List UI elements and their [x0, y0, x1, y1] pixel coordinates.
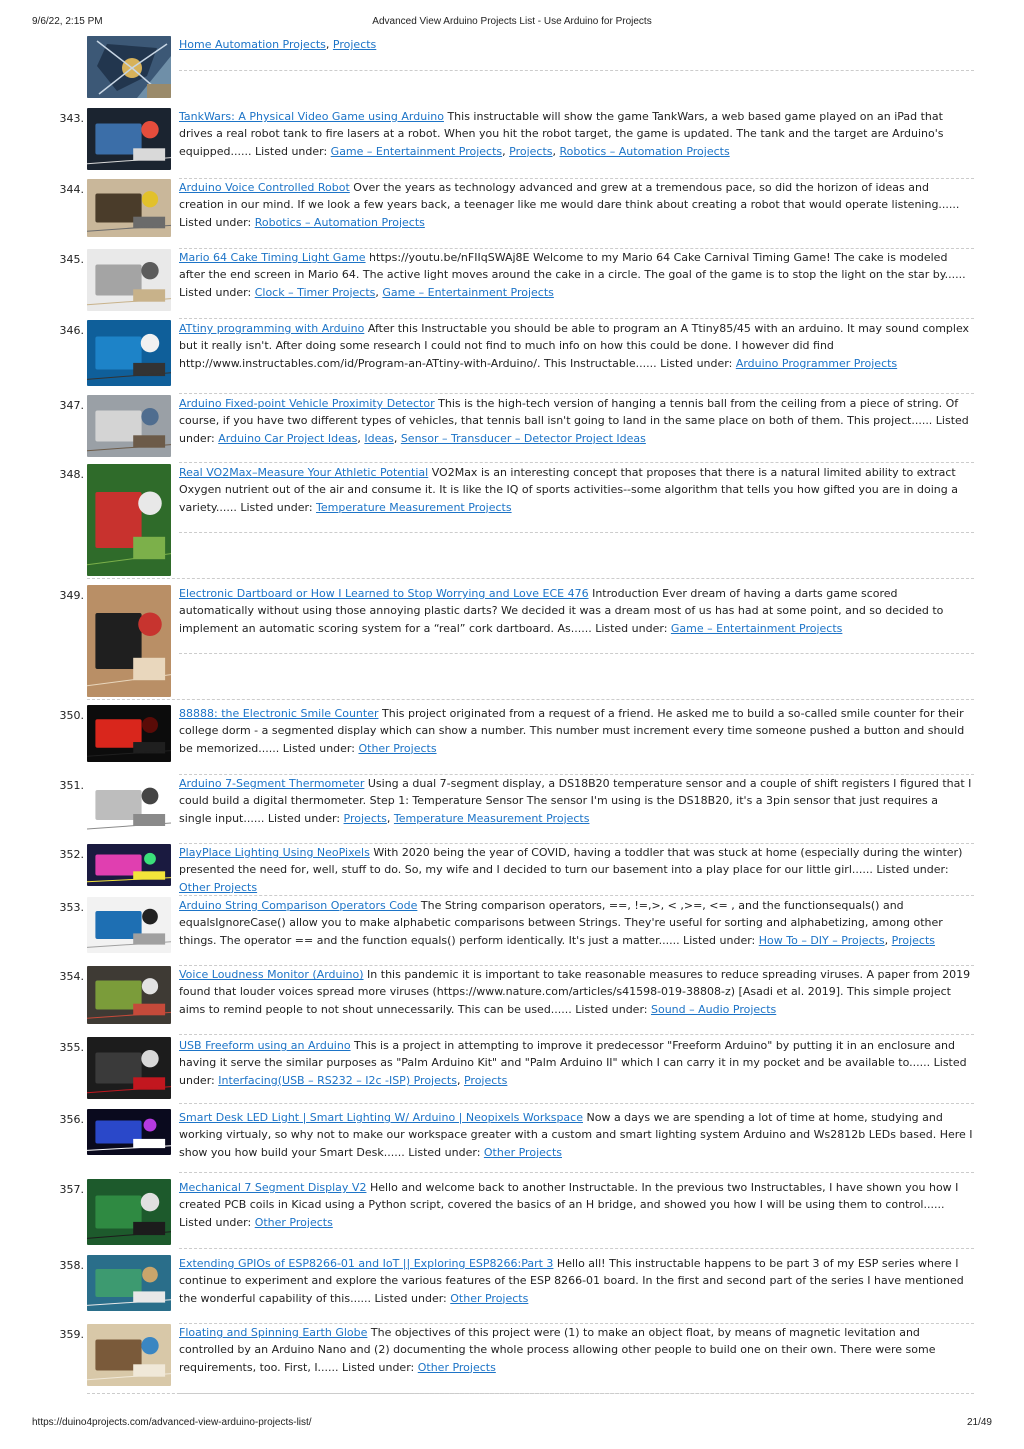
- item-number: 347.: [59, 399, 84, 412]
- category-link[interactable]: Game – Entertainment Projects: [330, 144, 503, 158]
- project-title-link[interactable]: Electronic Dartboard or How I Learned to Stop Worrying and Love ECE 476: [179, 587, 589, 600]
- item-number: 353.: [59, 901, 84, 914]
- project-thumbnail[interactable]: [87, 320, 171, 386]
- project-thumbnail[interactable]: [87, 585, 171, 697]
- category-link[interactable]: Other Projects: [358, 741, 437, 755]
- project-thumbnail[interactable]: [87, 966, 171, 1024]
- category-separator: ,: [325, 38, 330, 51]
- project-title-link[interactable]: Arduino Voice Controlled Robot: [179, 181, 350, 194]
- project-title-link[interactable]: Arduino Fixed-point Vehicle Proximity Detector: [179, 397, 435, 410]
- item-description-block: [179, 1255, 974, 1307]
- project-thumbnail[interactable]: [87, 897, 171, 953]
- project-thumbnail[interactable]: [87, 1255, 171, 1311]
- project-description: https://youtu.be/nFIIqSWAj8E Welcome to my Mario 64 Cake Carnival Timing Game! The cake is modeled after the end screen in Mario 64. The active light moves around the cake in a circle. The goal of the game is to stop the light on the star by...... Listed under:: [179, 251, 966, 299]
- item-number: 351.: [59, 779, 84, 792]
- item-description-block: [179, 179, 974, 231]
- project-title-link[interactable]: USB Freeform using an Arduino: [179, 1039, 351, 1052]
- item-description-block: [179, 1109, 974, 1161]
- project-description: The objectives of this project were (1) to make an object float, by means of magnetic levitation and controlled by an Arduino Nano and (2) documenting the whole process allowing other people to build one on their own. There were some requirements, too. First, I...... Listed under:: [179, 1326, 936, 1374]
- item-description-block: [179, 108, 974, 160]
- divider: [87, 578, 974, 579]
- item-number: 350.: [59, 709, 84, 722]
- category-link[interactable]: Projects: [463, 1073, 508, 1087]
- divider: [179, 653, 974, 654]
- project-title-link[interactable]: Arduino 7-Segment Thermometer: [179, 777, 365, 790]
- project-title-link[interactable]: Extending GPIOs of ESP8266-01 and IoT || Exploring ESP8266:Part 3: [179, 1257, 554, 1270]
- category-separator: ,: [386, 811, 394, 825]
- divider: [179, 1248, 974, 1249]
- print-title: Advanced View Arduino Projects List - Use Arduino for Projects: [372, 16, 652, 27]
- project-description: This is the high-tech version of hanging a tennis ball from the ceiling from a piece of string. Of course, if you have two different types of vehicles, that tennis ball isn't going to land in the same place on both of them. This project...... Listed under:: [179, 397, 969, 445]
- project-title-link[interactable]: TankWars: A Physical Video Game using Arduino: [179, 110, 444, 123]
- category-link[interactable]: Temperature Measurement Projects: [316, 500, 512, 514]
- print-url: https://duino4projects.com/advanced-view-arduino-projects-list/: [32, 1417, 312, 1428]
- project-thumbnail[interactable]: [87, 395, 171, 457]
- project-thumbnail[interactable]: [87, 1109, 171, 1155]
- item-number: 358.: [59, 1259, 84, 1272]
- divider: [179, 393, 974, 394]
- project-thumbnail[interactable]: [87, 108, 171, 170]
- project-title-link[interactable]: Mario 64 Cake Timing Light Game: [179, 251, 366, 264]
- item-number: 344.: [59, 183, 84, 196]
- category-separator: ,: [552, 144, 560, 158]
- item-number: 348.: [59, 468, 84, 481]
- item-number: 356.: [59, 1113, 84, 1126]
- project-description: Hello all! This instructable happens to be part 3 of my ESP series where I continue to experiment and explore the various features of the ESP 8266-01 board. In the first and second part of the series I have mentioned the wonderful capability of this...... Listed under:: [179, 1257, 964, 1305]
- divider: [179, 1034, 974, 1035]
- item-description-block: [179, 1037, 974, 1089]
- category-link[interactable]: Projects: [332, 38, 377, 51]
- category-link[interactable]: Other Projects: [417, 1360, 496, 1374]
- project-thumbnail[interactable]: [87, 464, 171, 576]
- divider: [87, 699, 974, 700]
- category-link[interactable]: Other Projects: [483, 1145, 562, 1159]
- project-thumbnail[interactable]: [87, 844, 171, 886]
- item-number: 345.: [59, 253, 84, 266]
- project-title-link[interactable]: Mechanical 7 Segment Display V2: [179, 1181, 367, 1194]
- project-description: Now a days we are spending a lot of time at home, studying and working virtualy, so why not to make our workspace greater with a custom and smart lighting system Arduino and Ws2812b LEDs based. Here I show you how build your Smart Desk...... Listed under:: [179, 1111, 973, 1159]
- item-description-block: [179, 966, 974, 1018]
- category-link[interactable]: Projects: [343, 811, 387, 825]
- divider: [179, 462, 974, 463]
- item-number: 355.: [59, 1041, 84, 1054]
- project-description: This is a project in attempting to improve it predecessor "Freeform Arduino" by putting it in an enclosure and having it serve the similar purposes as "Palm Arduino Kit" and "Palm Arduino II" which I can carry it in my pocket and be available to...... Listed under:: [179, 1039, 967, 1087]
- project-title-link[interactable]: Arduino String Comparison Operators Code: [179, 899, 418, 912]
- divider: [179, 1103, 974, 1104]
- project-thumbnail[interactable]: [87, 1037, 171, 1099]
- category-link[interactable]: Ideas: [364, 431, 394, 445]
- project-thumbnail[interactable]: [87, 1324, 171, 1386]
- category-link[interactable]: Arduino Car Project Ideas: [218, 431, 358, 445]
- project-thumbnail[interactable]: [87, 705, 171, 762]
- project-thumbnail[interactable]: [87, 179, 171, 237]
- project-title-link[interactable]: Voice Loudness Monitor (Arduino): [179, 968, 364, 981]
- category-separator: ,: [375, 285, 383, 299]
- item-number: 357.: [59, 1183, 84, 1196]
- print-footer: [0, 1417, 1024, 1433]
- item-description-block: [179, 1179, 974, 1231]
- item-description-block: [179, 464, 974, 516]
- category-link[interactable]: Sound – Audio Projects: [650, 1002, 777, 1016]
- item-description-block: [179, 775, 974, 827]
- project-description: Hello and welcome back to another Instructable. In the previous two Instructables, I have shown you how I created PCB coils in Kicad using a Python script, covered the basics of an H bridge, and showed you how I will be using them to control...... Listed under:: [179, 1181, 959, 1229]
- category-separator: ,: [456, 1073, 464, 1087]
- item-number: 354.: [59, 970, 84, 983]
- category-link[interactable]: Other Projects: [254, 1215, 333, 1229]
- project-thumbnail: [87, 36, 171, 98]
- divider: [87, 1393, 974, 1394]
- category-link[interactable]: Other Projects: [450, 1291, 529, 1305]
- divider: [179, 895, 974, 896]
- category-separator: ,: [502, 144, 510, 158]
- category-link[interactable]: Game – Entertainment Projects: [382, 285, 554, 299]
- project-description: After this Instructable you should be able to program an A Ttiny85/45 with an arduino. It may sound complex but it really isn't. After doing some research I could not find to much info on how this could be done. I however did find http://www.instructables.com/id/Program-an-ATtiny-with-Arduino/. This Instructable...... Listed under:: [179, 322, 970, 370]
- project-title-link[interactable]: 88888: the Electronic Smile Counter: [179, 707, 379, 720]
- project-title-link[interactable]: Floating and Spinning Earth Globe: [179, 1326, 368, 1339]
- item-number: 343.: [59, 112, 84, 125]
- print-page-number: 21/49: [966, 1417, 992, 1428]
- item-number: 352.: [59, 848, 84, 861]
- project-description: This project originated from a request of a friend. He asked me to build a so-called smile counter for their college dorm - a segmented display which can show a number. This number must increment every time someone pushed a button and should be memorized...... Listed under:: [179, 707, 965, 755]
- category-link[interactable]: Arduino Programmer Projects: [735, 356, 898, 370]
- category-link[interactable]: Robotics – Automation Projects: [559, 144, 730, 158]
- project-description: This instructable will show the game TankWars, a web based game played on an iPad that drives a real robot tank to fire lasers at a robot. When you hit the robot target, the game is updated. The tank and the target are Arduino's equipped...... Listed under:: [179, 110, 944, 158]
- project-title-link[interactable]: PlayPlace Lighting Using NeoPixels: [179, 846, 370, 859]
- project-thumbnail[interactable]: [87, 775, 171, 835]
- project-title-link[interactable]: Real VO2Max–Measure Your Athletic Potential: [179, 466, 429, 479]
- item-description-block: [179, 320, 974, 372]
- project-title-link[interactable]: Smart Desk LED Light | Smart Lighting W/ Arduino | Neopixels Workspace: [179, 1111, 583, 1124]
- item-description-block: [179, 844, 974, 896]
- category-link[interactable]: Home Automation Projects: [179, 38, 326, 51]
- project-description: VO2Max is an interesting concept that proposes that there is a natural limited ability to extract Oxygen nutrient out of the air and consume it. It is like the IQ of sports activities--some algorithm that tells you how gifted you are in doing a variety...... Listed under:: [179, 466, 958, 514]
- project-description: The String comparison operators, ==, !=,>, < ,>=, <= , and the functionsequals() and equalsIgnoreCase() allow you to make alphabetic comparisons between Strings. They're useful for sorting and alphabetizing, among other things. The operator == and the function equals() perform identically. It's just a matter...... Listed under:: [179, 899, 943, 947]
- project-description: Using a dual 7-segment display, a DS18B20 temperature sensor and a couple of shift registers I figured that I could build a digital thermometer. Step 1: Temperature Sensor The sensor I'm using is the DS18B20, it's a 3pin sensor that just requires a single input...... Listed under:: [179, 777, 972, 825]
- item-description-block: [179, 249, 974, 301]
- item-number: 349.: [59, 589, 84, 602]
- divider: [179, 532, 974, 533]
- category-link[interactable]: Temperature Measurement Projects: [393, 811, 590, 825]
- category-link[interactable]: Other Projects: [179, 880, 258, 894]
- category-separator: ,: [884, 933, 892, 947]
- category-link[interactable]: Interfacing(USB – RS232 – I2c -ISP) Projects: [218, 1073, 457, 1087]
- project-thumbnail[interactable]: [87, 1179, 171, 1245]
- project-description: In this pandemic it is important to take reasonable measures to reduce spreading viruses. A paper from 2019 found that louder voices spread more viruses (https://www.nature.com/articles/s41598-019-38808-z) [Asadi et al. 2019]. This simple project aims to remind people to not shout unnecessarily. This can be used...... Listed under:: [179, 968, 971, 1016]
- divider: [179, 318, 974, 319]
- category-separator: ,: [393, 431, 401, 445]
- project-description: With 2020 being the year of COVID, having a toddler that was stuck at home (especially during the winter) presented the need for, well, stuff to do. So, my wife and I decided to turn our basement into a play place for our little girl...... Listed under:: [179, 846, 963, 877]
- print-datetime: 9/6/22, 2:15 PM: [32, 16, 103, 27]
- divider: [179, 70, 974, 71]
- item-description-block: [179, 897, 974, 949]
- category-link[interactable]: Sensor – Transducer – Detector Project Ideas: [400, 431, 646, 445]
- project-title-link[interactable]: ATtiny programming with Arduino: [179, 322, 365, 335]
- category-link[interactable]: How To – DIY – Projects: [758, 933, 885, 947]
- item-description-block: [179, 395, 974, 447]
- item-description-block: [179, 585, 974, 637]
- category-link[interactable]: Clock – Timer Projects: [254, 285, 376, 299]
- category-link[interactable]: Game – Entertainment Projects: [670, 621, 843, 635]
- project-description: Introduction Ever dream of having a darts game scored automatically without using those annoying plastic darts? We decided it was a dream most of us has had at some point, and so decided to implement an automatic scoring system for a “real” cork dartboard. As...... Listed under:: [179, 587, 944, 635]
- item-description-block: [179, 1324, 974, 1376]
- divider: [179, 1172, 974, 1173]
- item-number: 346.: [59, 324, 84, 337]
- category-link[interactable]: Robotics – Automation Projects: [254, 215, 425, 229]
- project-thumbnail[interactable]: [87, 249, 171, 311]
- project-description: Over the years as technology advanced and grew at a tremendous pace, so did the horizon of ideas and creation in our mind. If we look a few years back, a teenager like me would dare think about creating a robot that would operate listening...... Listed under:: [179, 181, 960, 229]
- category-link[interactable]: Projects: [509, 144, 553, 158]
- category-separator: ,: [357, 431, 365, 445]
- item-number: 359.: [59, 1328, 84, 1341]
- category-link[interactable]: Projects: [891, 933, 936, 947]
- item-description-block: [179, 705, 974, 757]
